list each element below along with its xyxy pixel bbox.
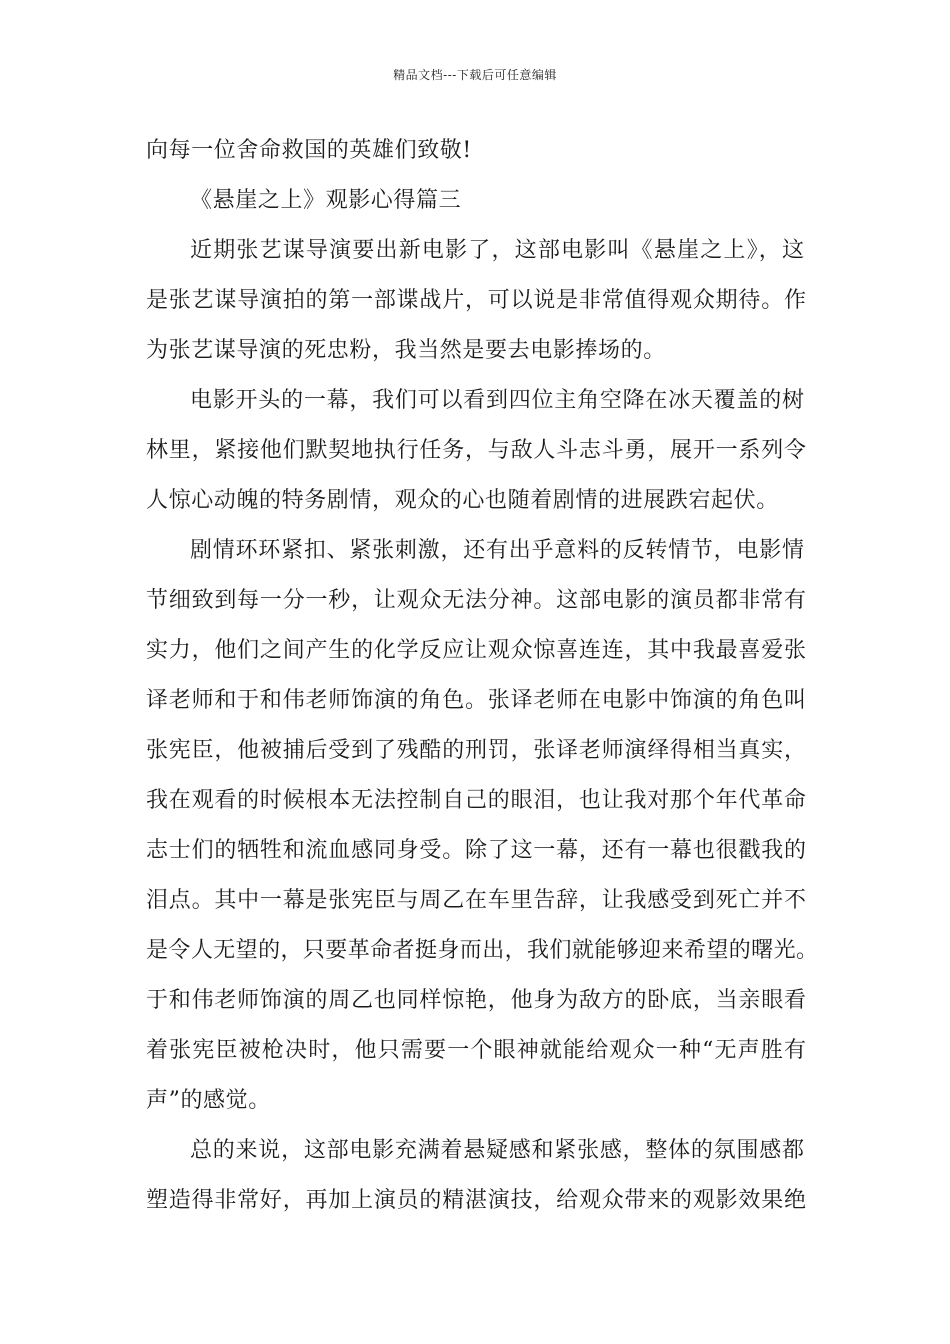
- text-line: 向每一位舍命救国的英雄们致敬!: [146, 138, 472, 163]
- text-line: 译老师和于和伟老师饰演的角色。张译老师在电影中饰演的角色叫: [146, 688, 806, 713]
- text-line: 是令人无望的，只要革命者挺身而出，我们就能够迎来希望的曙光。: [146, 938, 818, 963]
- text-line: 泪点。其中一幕是张宪臣与周乙在车里告辞，让我感受到死亡并不: [146, 888, 806, 913]
- text-line: 声”的感觉。: [146, 1088, 271, 1113]
- text-line: 着张宪臣被枪决时，他只需要一个眼神就能给观众一种“无声胜有: [146, 1038, 806, 1063]
- text-line: 电影开头的一幕，我们可以看到四位主角空降在冰天覆盖的树: [190, 388, 804, 413]
- text-line: 剧情环环紧扣、紧张刺激，还有出乎意料的反转情节，电影情: [190, 538, 804, 563]
- text-line: 于和伟老师饰演的周乙也同样惊艳，他身为敌方的卧底，当亲眼看: [146, 988, 806, 1013]
- page-header: 精品文档---下载后可任意编辑: [393, 68, 557, 82]
- text-line: 人惊心动魄的特务剧情，观众的心也随着剧情的进展跌宕起伏。: [146, 488, 779, 513]
- section-heading: 《悬崖之上》观影心得篇三: [190, 188, 462, 213]
- text-line: 实力，他们之间产生的化学反应让观众惊喜连连，其中我最喜爱张: [146, 638, 806, 663]
- text-line: 节细致到每一分一秒，让观众无法分神。这部电影的演员都非常有: [146, 588, 806, 613]
- text-line: 我在观看的时候根本无法控制自己的眼泪，也让我对那个年代革命: [146, 788, 806, 813]
- text-line: 塑造得非常好，再加上演员的精湛演技，给观众带来的观影效果绝: [146, 1188, 806, 1213]
- text-line: 林里，紧接他们默契地执行任务，与敌人斗志斗勇，展开一系列令: [146, 438, 806, 463]
- text-line: 为张艺谋导演的死忠粉，我当然是要去电影捧场的。: [146, 338, 666, 363]
- text-line: 张宪臣，他被捕后受到了残酷的刑罚，张译老师演绎得相当真实，: [146, 738, 806, 763]
- text-line: 志士们的牺牲和流血感同身受。除了这一幕，还有一幕也很戳我的: [146, 838, 806, 863]
- text-line: 近期张艺谋导演要出新电影了，这部电影叫《悬崖之上》，这: [190, 238, 804, 263]
- text-line: 总的来说，这部电影充满着悬疑感和紧张感，整体的氛围感都: [190, 1138, 804, 1163]
- text-line: 是张艺谋导演拍的第一部谍战片，可以说是非常值得观众期待。作: [146, 288, 806, 313]
